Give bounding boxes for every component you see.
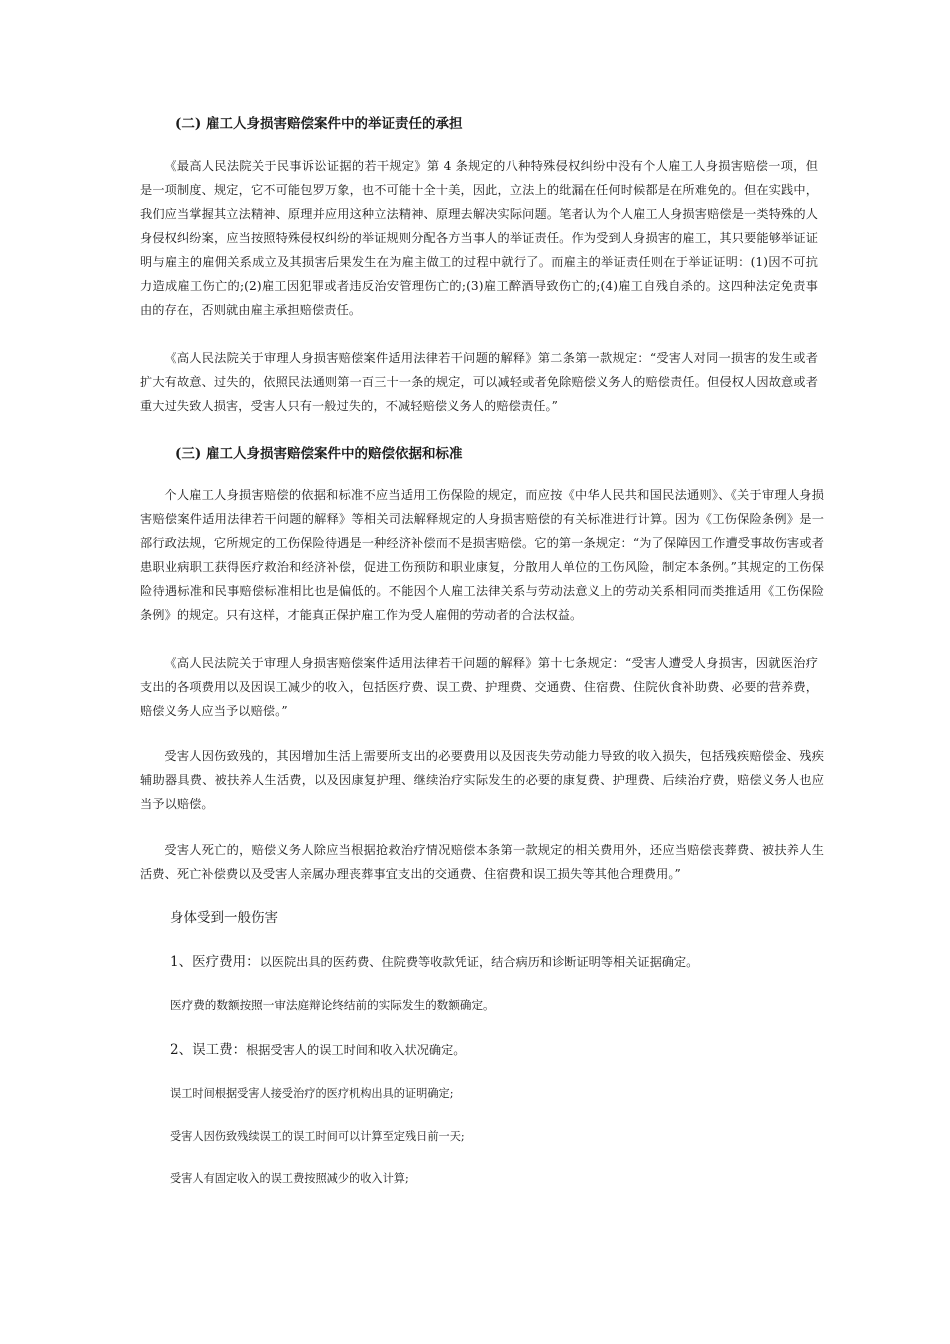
lost-wages-label: 2、误工费： — [170, 1042, 247, 1058]
section-3-paragraph-3: 受害人因伤致残的，其因增加生活上需要所支出的必要费用以及因丧失劳动能力导致的收入损失，包括残疾赔偿金、残疾辅助器具费、被扶养人生活费，以及因康复护理、继续治疗实际发生的必要的康复费、护理费、后续治疗费，赔偿义务人也应当予以赔偿。 — [140, 749, 824, 811]
disability-time-line: 受害人因伤致残续误工的误工时间可以计算至定残日前一天; — [170, 1130, 465, 1143]
section-3-paragraph-1: 个人雇工人身损害赔偿的依据和标准不应当适用工伤保险的规定，而应按《中华人民共和国民法通则》、《关于审理人身损害赔偿案件适用法律若干问题的解释》等相关司法解释规定的人身损害赔偿的有关标准进行计算。因为《工伤保险条例》是一部行政法规，它所规定的工伤保险待遇是一种经济补偿而不是损害赔偿。它的第一条规定：“为了保障因工作遭受事故伤害或者患职业病职工获得医疗救治和经济补偿，促进工伤预防和职业康复，分散用人单位的工伤风险，制定本条例。”其规定的工伤保险待遇标准和民事赔偿标准相比也是偏低的。不能因个人雇工法律关系与劳动法意义上的劳动关系相同而类推适用《工伤保险条例》的规定。只有这样，才能真正保护雇工作为受人雇佣的劳动者的合法权益。 — [140, 488, 824, 622]
section-3-paragraph-4: 受害人死亡的，赔偿义务人除应当根据抢救治疗情况赔偿本条第一款规定的相关费用外，还应当赔偿丧葬费、被扶养人生活费、死亡补偿费以及受害人亲属办理丧葬事宜支出的交通费、住宿费和误工损失等其他合理费用。” — [140, 843, 824, 881]
section-3-heading: (三) 雇工人身损害赔偿案件中的赔偿依据和标准 — [175, 446, 463, 462]
section-2-heading: (二) 雇工人身损害赔偿案件中的举证责任的承担 — [175, 116, 463, 132]
lost-time-line: 误工时间根据受害人接受治疗的医疗机构出具的证明确定; — [170, 1087, 454, 1100]
section-2-paragraph-2: 《高人民法院关于审理人身损害赔偿案件适用法律若干问题的解释》第二条第一款规定：“受害人对同一损害的发生或者扩大有故意、过失的，依照民法通则第一百三十一条的规定，可以减轻或者免除赔偿义务人的赔偿责任。但侵权人因故意或者重大过失致人损害，受害人只有一般过失的，不减轻赔偿义务人的赔偿责任。” — [140, 351, 818, 413]
medical-expense-note: 医疗费的数额按照一审法庭辩论终结前的实际发生的数额确定。 — [170, 998, 495, 1012]
medical-expense-text: 以医院出具的医药费、住院费等收款凭证，结合病历和诊断证明等相关证据确定。 — [259, 955, 699, 969]
lost-wages-item — [170, 1040, 810, 1060]
lost-wages-text: 根据受害人的误工时间和收入状况确定。 — [246, 1043, 466, 1057]
fixed-income-line: 受害人有固定收入的误工费按照减少的收入计算; — [170, 1172, 409, 1185]
section-2-paragraph-1: 《最高人民法院关于民事诉讼证据的若干规定》第 4 条规定的八种特殊侵权纠纷中没有个人雇工人身损害赔偿一项，但是一项制度、规定，它不可能包罗万象，也不可能十全十美，因此，立法上的纰漏在任何时候都是在所难免的。但在实践中，我们应当掌握其立法精神、原理并应用这种立法精神、原理去解决实际问题。笔者认为个人雇工人身损害赔偿是一类特殊的人身侵权纠纷案，应当按照特殊侵权纠纷的举证规则分配各方当事人的举证责任。作为受到人身损害的雇工，其只要能够举证证明与雇主的雇佣关系成立及其损害后果发生在为雇主做工的过程中就行了。而雇主的举证责任则在于举证证明：(1)因不可抗力造成雇工伤亡的;(2)雇工因犯罪或者违反治安管理伤亡的;(3)雇工醉酒导致伤亡的;(4)雇工自残自杀的。这四种法定免责事由的存在，否则就由雇主承担赔偿责任。 — [140, 159, 818, 317]
medical-expense-item — [170, 952, 810, 972]
general-injury-title: 身体受到一般伤害 — [170, 910, 278, 926]
medical-expense-label: 1、医疗费用： — [170, 954, 260, 970]
section-3-paragraph-2: 《高人民法院关于审理人身损害赔偿案件适用法律若干问题的解释》第十七条规定：“受害人遭受人身损害，因就医治疗支出的各项费用以及因误工减少的收入，包括医疗费、误工费、护理费、交通费、住宿费、住院伙食补助费、必要的营养费，赔偿义务人应当予以赔偿。” — [140, 656, 818, 718]
